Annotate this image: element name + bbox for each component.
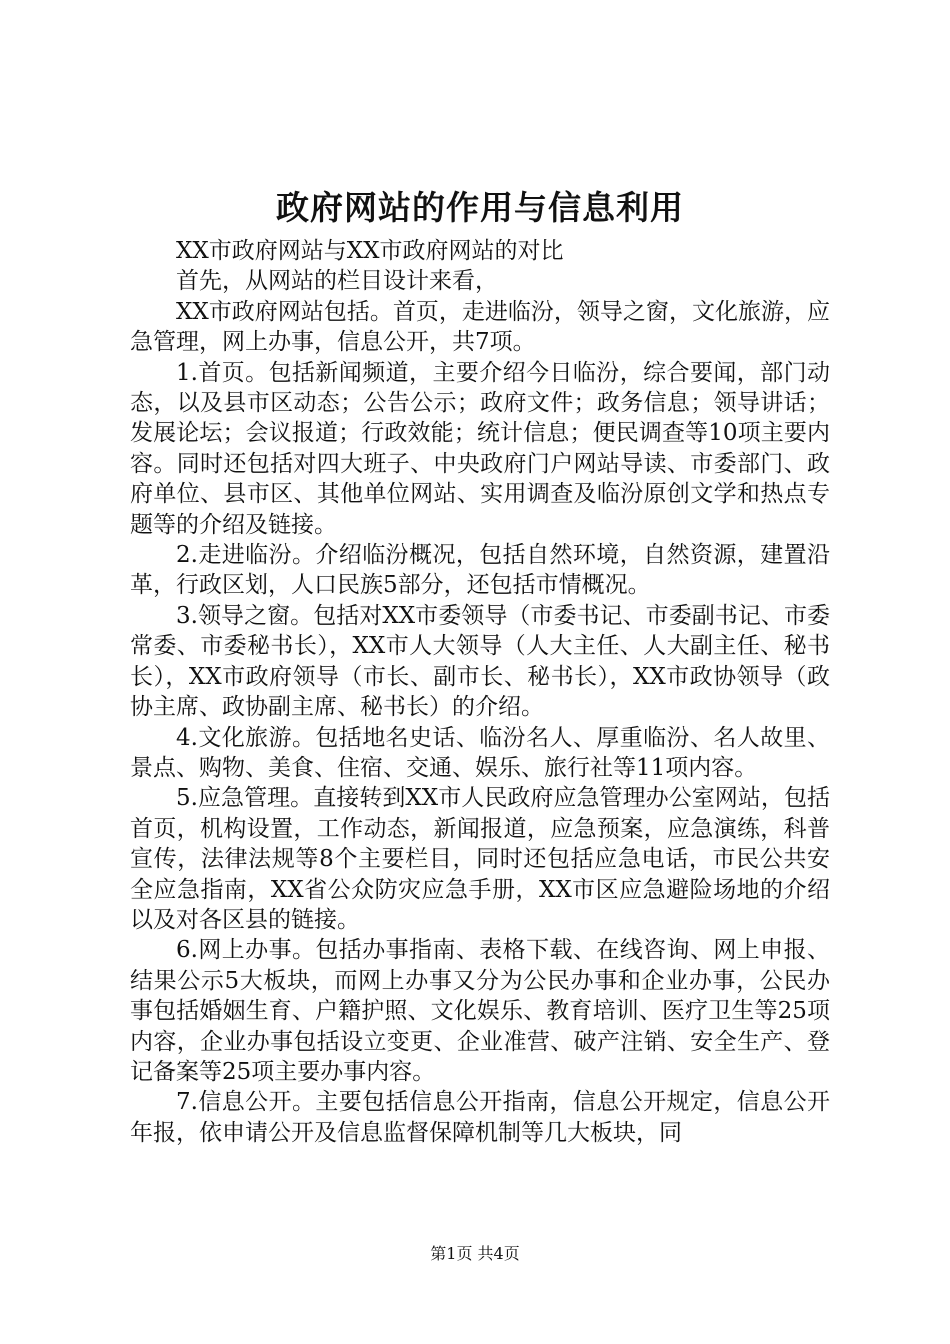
paragraph-emergency: 5.应急管理。直接转到XX市人民政府应急管理办公室网站，包括首页，机构设置，工作动态，新闻报道，应急预案，应急演练，科普宣传，法律法规等8个主要栏目，同时还包括应急电话，市民公共安全应急指南，XX省公众防灾应急手册，XX市区应急避险场地的介绍以及对各区县的链接。 xyxy=(130,785,830,933)
paragraph-online-services: 6.网上办事。包括办事指南、表格下载、在线咨询、网上申报、结果公示5大板块，而网上办事又分为公民办事和企业办事，公民办事包括婚姻生育、户籍护照、文化娱乐、教育培训、医疗卫生等25项内容，企业办事包括设立变更、企业准营、破产注销、安全生产、登记备案等25项主要办事内容。 xyxy=(130,937,830,1085)
paragraph-info-disclosure: 7.信息公开。主要包括信息公开指南，信息公开规定，信息公开年报，依申请公开及信息监督保障机制等几大板块，同 xyxy=(130,1089,830,1146)
document-page xyxy=(130,180,830,1148)
paragraph-leadership: 3.领导之窗。包括对XX市委领导（市委书记、市委副书记、市委常委、市委秘书长），XX市人大领导（人大主任、人大副主任、秘书长），XX市政府领导（市长、副市长、秘书长），XX市政协领导（政协主席、政协副主席、秘书长）的介绍。 xyxy=(130,602,830,721)
document-body xyxy=(130,236,830,1148)
paragraph-culture-tourism: 4.文化旅游。包括地名史话、临汾名人、厚重临汾、名人故里、景点、购物、美食、住宿、交通、娱乐、旅行社等11项内容。 xyxy=(130,724,830,781)
paragraph-intro: 首先，从网站的栏目设计来看， xyxy=(176,268,498,295)
document-title: 政府网站的作用与信息利用 xyxy=(276,188,684,227)
paragraph-comparison-heading: XX市政府网站与XX市政府网站的对比 xyxy=(176,238,564,264)
paragraph-site-overview: XX市政府网站包括。首页，走进临汾，领导之窗，文化旅游，应急管理，网上办事，信息公开，共7项。 xyxy=(130,298,830,356)
page-footer: 第1页 共4页 xyxy=(430,1244,520,1263)
paragraph-about-linfen: 2.走进临汾。介绍临汾概况，包括自然环境，自然资源，建置沿革，行政区划，人口民族5部分，还包括市情概况。 xyxy=(130,542,830,599)
paragraph-homepage: 1.首页。包括新闻频道，主要介绍今日临汾，综合要闻，部门动态，以及县市区动态；公告公示；政府文件；政务信息；领导讲话；发展论坛；会议报道；行政效能；统计信息；便民调查等10项主要内容。同时还包括对四大班子、中央政府门户网站导读、市委部门、政府单位、县市区、其他单位网站、实用调查及临汾原创文学和热点专题等的介绍及链接。 xyxy=(130,359,830,538)
